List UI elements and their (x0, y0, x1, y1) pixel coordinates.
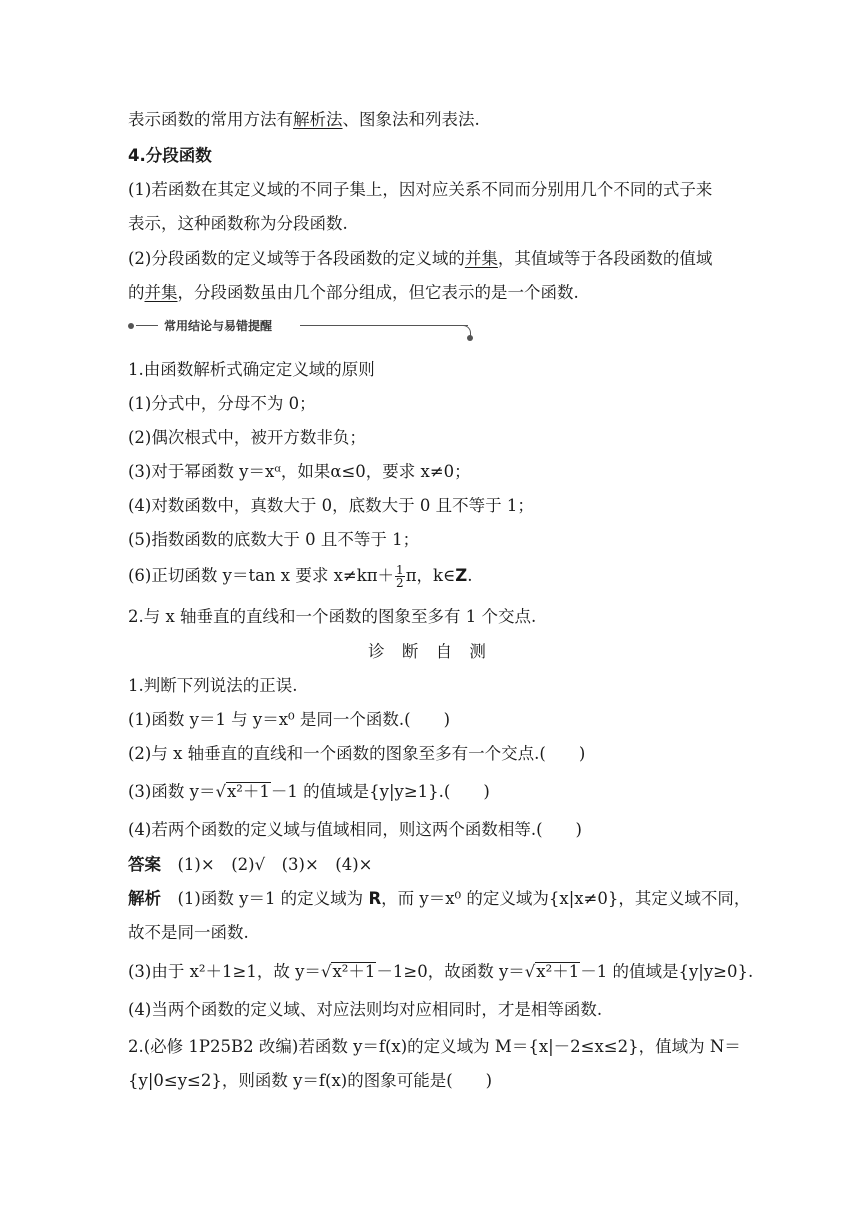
text-line: 故不是同一函数. (128, 923, 249, 942)
text-run: (2)分段函数的定义域等于各段函数的定义域的 (128, 249, 465, 268)
text-run: ，分段函数虽由几个部分组成，但它表示的是一个函数. (177, 283, 579, 302)
radicand: x²＋1 (226, 782, 270, 801)
text-line: (1)函数 y＝1 与 y＝x⁰ 是同一个函数.( ) (128, 710, 451, 729)
text-line: 1.判断下列说法的正误. (128, 676, 298, 695)
underlined-term: 并集 (144, 283, 178, 302)
text-line (128, 247, 712, 271)
underlined-term: 并集 (464, 249, 498, 268)
text-run: ，其值域等于各段函数的值域 (497, 249, 713, 268)
integer-set-symbol: Z (455, 566, 468, 585)
section-title: 诊 断 自 测 (368, 642, 492, 661)
divider-line (300, 325, 468, 326)
section-heading: 4.分段函数 (128, 146, 212, 165)
text-line (128, 564, 472, 589)
answer-line (128, 853, 372, 877)
text-run: . (467, 566, 473, 585)
radicand: x²＋1 (536, 962, 580, 981)
text-run: －1 的值域是{y|y≥1}.( ) (270, 782, 490, 801)
text-line: (1)若函数在其定义域的不同子集上，因对应关系不同而分别用几个不同的式子来 (128, 180, 713, 199)
underlined-term: 解析法 (293, 110, 343, 129)
text-line (128, 960, 753, 984)
text-run: －1 的值域是{y|y≥0}. (580, 962, 754, 981)
radical-sign: √ (215, 782, 226, 801)
text-line: (4)当两个函数的定义域、对应法则均对应相同时，才是相等函数. (128, 1000, 603, 1019)
text-line: (2)与 x 轴垂直的直线和一个函数的图象至多有一个交点.( ) (128, 744, 586, 763)
text-line: (5)指数函数的底数大于 0 且不等于 1； (128, 530, 420, 549)
text-line: 表示，这种函数称为分段函数. (128, 214, 348, 233)
text-run: (6)正切函数 y＝tan x 要求 x≠kπ＋ (128, 566, 395, 585)
text-line: (1)分式中，分母不为 0； (128, 394, 316, 413)
text-line: (3)对于幂函数 y＝xᵅ，如果α≤0，要求 x≠0； (128, 462, 471, 481)
text-line: (2)偶次根式中，被开方数非负； (128, 428, 366, 447)
text-run: (3)由于 x²＋1≥1，故 y＝ (128, 962, 321, 981)
divider-label: 常用结论与易错提醒 (164, 319, 273, 333)
text-run: (1)函数 y＝1 的定义域为 (177, 889, 369, 908)
fraction-numerator: 1 (396, 563, 404, 577)
text-line: (4)若两个函数的定义域与值域相同，则这两个函数相等.( ) (128, 820, 582, 839)
text-run: 表示函数的常用方法有 (128, 110, 293, 129)
fraction-denominator: 2 (396, 576, 404, 590)
explanation-label: 解析 (128, 889, 161, 908)
section-divider (128, 313, 478, 343)
text-line: (4)对数函数中，真数大于 0，底数大于 0 且不等于 1； (128, 496, 534, 515)
text-line (128, 281, 579, 305)
radicand: x²＋1 (332, 962, 376, 981)
divider-line (136, 325, 158, 326)
text-line: 2.(必修 1P25B2 改编)若函数 y＝f(x)的定义域为 M＝{x|－2≤x≤2}，值域为 N＝ (128, 1037, 741, 1056)
answer-label: 答案 (128, 855, 161, 874)
text-line: {y|0≤y≤2}，则函数 y＝f(x)的图象可能是( ) (128, 1071, 493, 1090)
text-run: －1≥0，故函数 y＝ (376, 962, 525, 981)
text-run: π，k∈ (405, 566, 456, 585)
answer-text: (1)× (2)√ (3)× (4)× (177, 855, 373, 874)
divider-dot (467, 335, 473, 341)
real-set-symbol: R (368, 889, 382, 908)
fraction (395, 564, 405, 589)
text-run: (3)函数 y＝ (128, 782, 216, 801)
divider-dot (128, 323, 134, 329)
text-run: ，而 y＝x⁰ 的定义域为{x|x≠0}，其定义域不同， (381, 889, 751, 908)
text-line (128, 108, 480, 132)
radical-sign: √ (524, 962, 536, 981)
explanation-line (128, 887, 750, 911)
text-line: 1.由函数解析式确定定义域的原则 (128, 360, 375, 379)
text-run: 、图象法和列表法. (342, 110, 480, 129)
text-line: 2.与 x 轴垂直的直线和一个函数的图象至多有 1 个交点. (128, 607, 537, 626)
text-run: 的 (128, 283, 145, 302)
text-line (128, 780, 490, 804)
radical-sign: √ (320, 962, 332, 981)
